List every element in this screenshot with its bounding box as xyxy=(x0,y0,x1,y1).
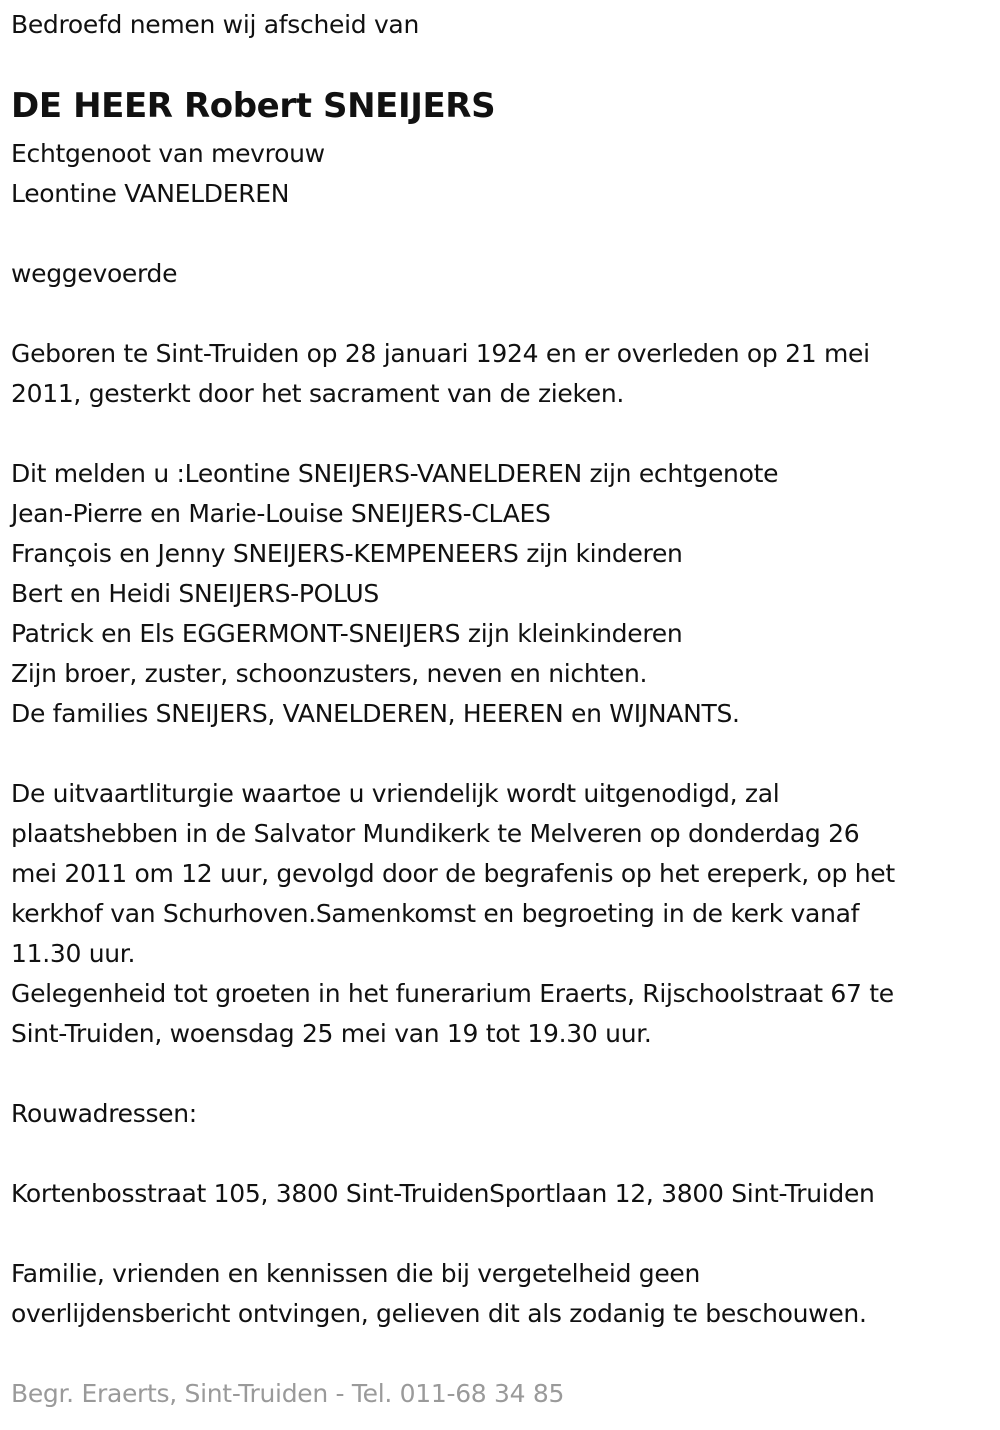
funeral-home-footer: Begr. Eraerts, Sint-Truiden - Tel. 011-68 34 85 xyxy=(11,1379,565,1408)
closing-line-2: overlijdensbericht ontvingen, gelieven dit als zodanig te beschouwen. xyxy=(11,1299,867,1328)
spouse-line-2: Leontine VANELDEREN xyxy=(11,179,290,208)
funeral-line: Sint-Truiden, woensdag 25 mei van 19 tot 19.30 uur. xyxy=(11,1019,652,1048)
funeral-line: 11.30 uur. xyxy=(11,939,136,968)
funeral-line: plaatshebben in de Salvator Mundikerk te Melveren op donderdag 26 xyxy=(11,819,860,848)
family-line: Patrick en Els EGGERMONT-SNEIJERS zijn kleinkinderen xyxy=(11,619,683,648)
birth-death-line-1: Geboren te Sint-Truiden op 28 januari 1924 en er overleden op 21 mei xyxy=(11,339,870,368)
family-line: Zijn broer, zuster, schoonzusters, neven en nichten. xyxy=(11,659,648,688)
deceased-title: weggevoerde xyxy=(11,259,178,288)
funeral-line: Gelegenheid tot groeten in het funerarium Eraerts, Rijschoolstraat 67 te xyxy=(11,979,894,1008)
funeral-line: mei 2011 om 12 uur, gevolgd door de begrafenis op het ereperk, op het xyxy=(11,859,895,888)
funeral-line: De uitvaartliturgie waartoe u vriendelijk wordt uitgenodigd, zal xyxy=(11,779,780,808)
closing-line-1: Familie, vrienden en kennissen die bij vergetelheid geen xyxy=(11,1259,701,1288)
family-line: De families SNEIJERS, VANELDEREN, HEEREN en WIJNANTS. xyxy=(11,699,740,728)
birth-death-line-2: 2011, gesterkt door het sacrament van de zieken. xyxy=(11,379,625,408)
family-line: François en Jenny SNEIJERS-KEMPENEERS zijn kinderen xyxy=(11,539,683,568)
addresses-label: Rouwadressen: xyxy=(11,1099,197,1128)
family-line: Dit melden u :Leontine SNEIJERS-VANELDEREN zijn echtgenote xyxy=(11,459,779,488)
addresses-text: Kortenbosstraat 105, 3800 Sint-TruidenSportlaan 12, 3800 Sint-Truiden xyxy=(11,1179,875,1208)
intro-text: Bedroefd nemen wij afscheid van xyxy=(11,10,419,39)
family-line: Bert en Heidi SNEIJERS-POLUS xyxy=(11,579,379,608)
deceased-name: DE HEER Robert SNEIJERS xyxy=(11,86,496,126)
spouse-line-1: Echtgenoot van mevrouw xyxy=(11,139,325,168)
family-line: Jean-Pierre en Marie-Louise SNEIJERS-CLAES xyxy=(11,499,551,528)
funeral-line: kerkhof van Schurhoven.Samenkomst en begroeting in de kerk vanaf xyxy=(11,899,860,928)
